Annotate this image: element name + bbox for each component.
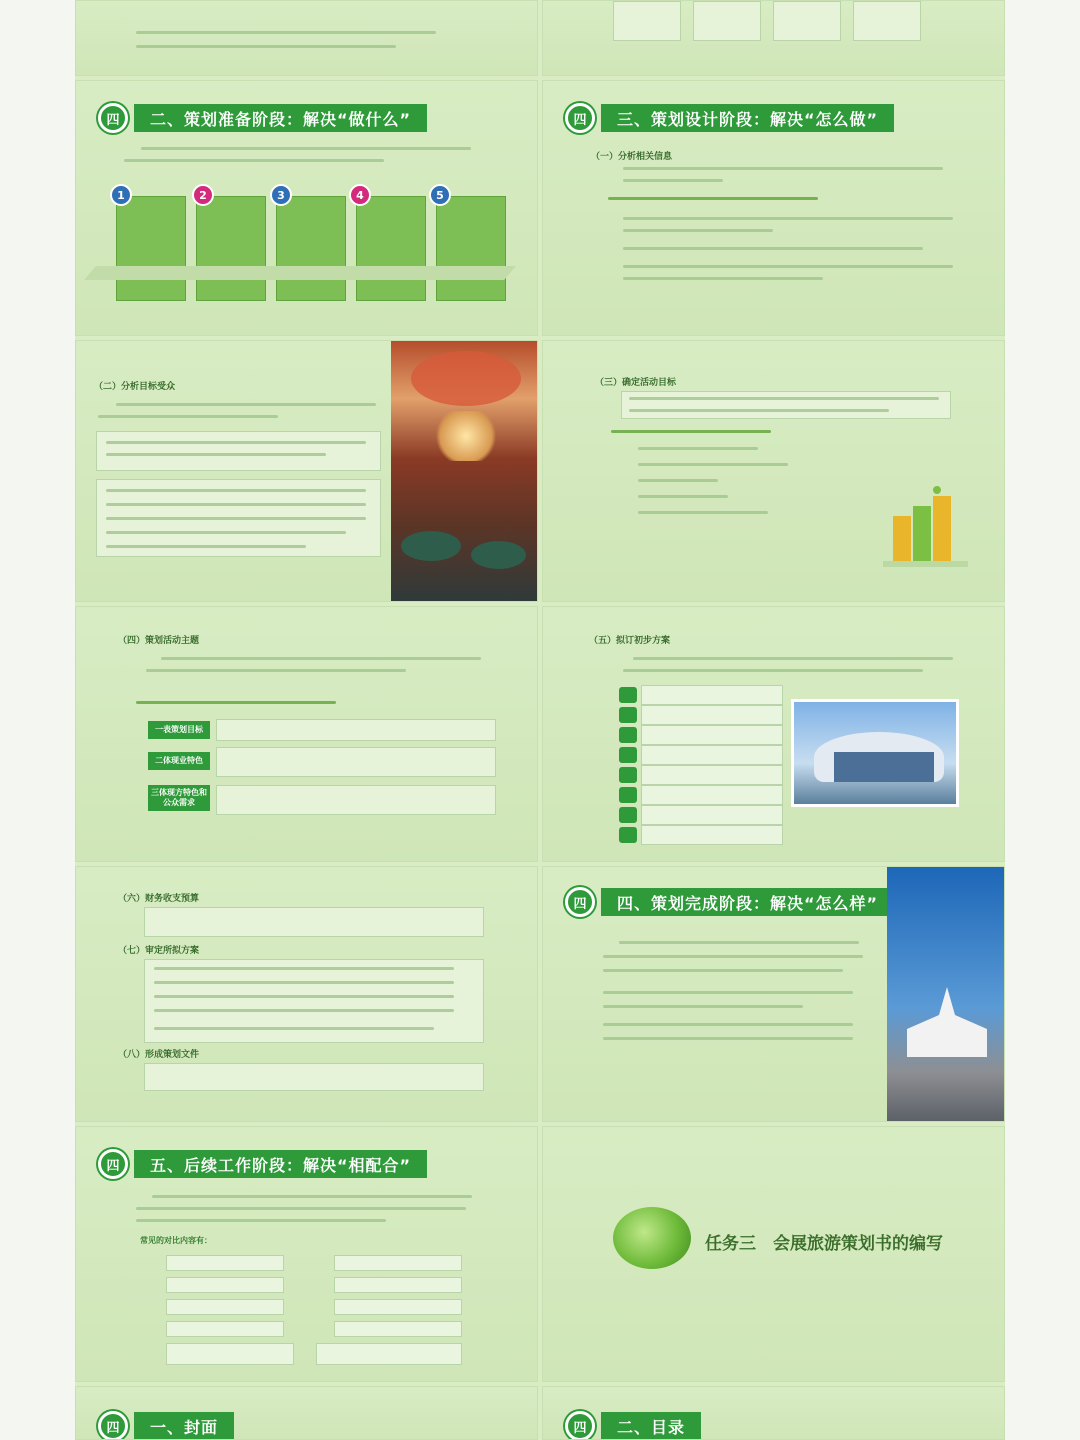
bar-graphic	[893, 516, 911, 561]
book-icon: 四	[98, 1411, 128, 1440]
slide-header	[98, 1411, 234, 1440]
slide-title: 三、策划设计阶段：解决“怎么做”	[601, 104, 894, 132]
document-sheet	[75, 0, 1005, 1440]
theme-tag: 二体现业特色	[148, 752, 210, 770]
banquet-hall-image	[391, 341, 538, 602]
step-number: 4	[349, 184, 371, 206]
book-icon: 四	[565, 103, 595, 133]
step-card	[196, 196, 266, 301]
slide-budget-review	[75, 866, 538, 1122]
slide-title: 一、封面	[134, 1412, 234, 1440]
slide-title: 二、策划准备阶段：解决“做什么”	[134, 104, 427, 132]
theme-tag: 三体现方特色和公众需求	[148, 785, 210, 811]
book-icon: 四	[565, 1411, 595, 1440]
slide-header	[565, 887, 894, 917]
slide-contents	[542, 1386, 1005, 1440]
exhibition-center-image	[791, 699, 959, 807]
subheading: （七）审定所拟方案	[118, 946, 200, 956]
slide-header	[98, 103, 427, 133]
slide-header	[565, 103, 894, 133]
highlight-label: 常见的对比内容有：	[140, 1236, 212, 1245]
subheading: （二）分析目标受众	[94, 382, 176, 392]
convention-center-image	[887, 867, 1005, 1122]
slide-title: 二、目录	[601, 1412, 701, 1440]
leaf-icon	[613, 1207, 691, 1269]
slide-preparation-stage	[75, 80, 538, 336]
slide-title: 五、后续工作阶段：解决“相配合”	[134, 1150, 427, 1178]
step-number: 1	[110, 184, 132, 206]
step-number: 3	[270, 184, 292, 206]
step-card	[276, 196, 346, 301]
slide-cover	[75, 1386, 538, 1440]
slide-activity-goals	[542, 340, 1005, 602]
subheading: （八）形成策划文件	[118, 1050, 200, 1060]
slide-completion-stage	[542, 866, 1005, 1122]
slide-title: 四、策划完成阶段：解决“怎么样”	[601, 888, 894, 916]
slide-initial-plan	[542, 606, 1005, 862]
slide-header	[98, 1149, 427, 1179]
slide-task-three	[542, 1126, 1005, 1382]
subheading: （六）财务收支预算	[118, 894, 200, 904]
book-icon: 四	[565, 887, 595, 917]
step-card	[436, 196, 506, 301]
slide-header	[565, 1411, 701, 1440]
subheading: （五）拟订初步方案	[589, 636, 671, 646]
step-card	[116, 196, 186, 301]
slide-follow-up-stage	[75, 1126, 538, 1382]
book-icon: 四	[98, 103, 128, 133]
subheading: （一）分析相关信息	[591, 152, 673, 162]
slide-top-left	[75, 0, 538, 76]
slide-activity-theme	[75, 606, 538, 862]
slide-design-stage	[542, 80, 1005, 336]
step-card	[356, 196, 426, 301]
slide-top-right	[542, 0, 1005, 76]
subheading: （四）策划活动主题	[118, 636, 200, 646]
task-title: 任务三 会展旅游策划书的编写	[705, 1234, 943, 1254]
slide-target-audience	[75, 340, 538, 602]
subheading: （三）确定活动目标	[595, 378, 677, 388]
book-icon: 四	[98, 1149, 128, 1179]
step-number: 2	[192, 184, 214, 206]
step-number: 5	[429, 184, 451, 206]
theme-tag: 一表策划目标	[148, 721, 210, 739]
